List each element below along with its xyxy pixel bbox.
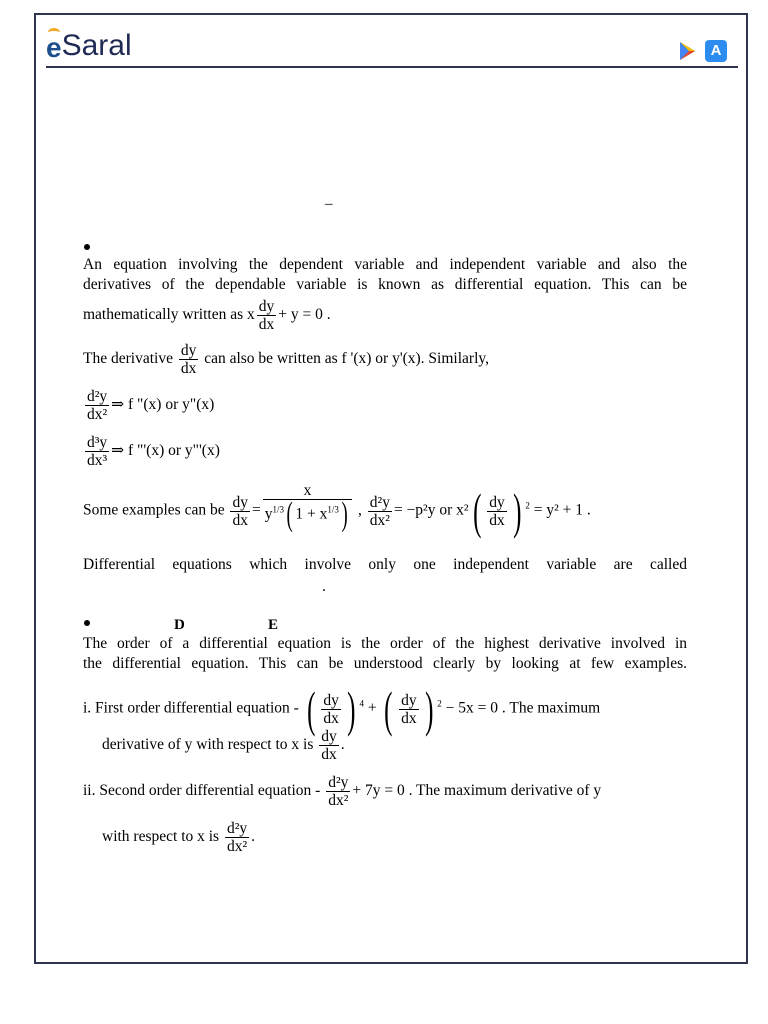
num: d³y bbox=[87, 434, 108, 451]
num: d²y bbox=[369, 493, 390, 511]
second-rhs: ⇒ f "(x) or y"(x) bbox=[111, 396, 215, 414]
exp: 2 bbox=[525, 500, 530, 511]
logo-e: e bbox=[46, 32, 62, 63]
num: dy bbox=[258, 298, 275, 315]
paren-right: ) bbox=[424, 681, 434, 737]
play-store-icon[interactable] bbox=[676, 40, 698, 62]
num: dy bbox=[401, 691, 417, 709]
paren-right: ) bbox=[346, 681, 356, 737]
order-line2: the differential equation. This can be understood clearly by looking at few examples. bbox=[83, 655, 687, 672]
derivative-line bbox=[83, 342, 489, 377]
den: dx bbox=[401, 709, 417, 727]
derivative-prefix: The derivative bbox=[83, 350, 173, 368]
den: dx² bbox=[87, 406, 108, 423]
period: . bbox=[251, 828, 255, 846]
period: . bbox=[322, 578, 326, 595]
num: dy bbox=[489, 493, 505, 511]
exp: 1/3 bbox=[272, 504, 284, 515]
frac-dy-dx bbox=[487, 494, 507, 529]
den: dx bbox=[180, 360, 197, 377]
den: dx² bbox=[226, 838, 248, 855]
paren-left: ( bbox=[384, 681, 393, 737]
paren-left: ( bbox=[286, 496, 293, 533]
frac-d2y-dx2 bbox=[225, 820, 249, 855]
heading-d: D bbox=[174, 617, 185, 633]
heading-e: E bbox=[268, 617, 279, 633]
paren-left: ( bbox=[306, 681, 316, 737]
num: dy bbox=[180, 342, 197, 359]
logo-text: Saral bbox=[61, 29, 132, 62]
item1-tail: − 5x = 0 . The maximum bbox=[445, 699, 601, 717]
num: dy bbox=[321, 728, 337, 745]
den: dx bbox=[232, 511, 248, 529]
num: d²y bbox=[87, 388, 108, 405]
frac-dy-dx bbox=[319, 728, 339, 763]
examples-line bbox=[83, 482, 591, 540]
period: . bbox=[340, 736, 345, 754]
item2-prefix: ii. Second order differential equation - bbox=[83, 782, 321, 800]
diff-eq-line: Differential equations which involve only one independent variable are called bbox=[83, 556, 687, 573]
frac-dy-dx bbox=[179, 342, 199, 377]
bullet-1 bbox=[84, 244, 90, 250]
item2-line2 bbox=[102, 820, 255, 855]
para1-line3 bbox=[83, 298, 331, 333]
bullet-2 bbox=[84, 620, 90, 626]
den-1px: 1 + x bbox=[295, 505, 328, 523]
header-divider bbox=[46, 66, 738, 68]
order-line1: The order of a differential equation is the order of the highest derivative involved in bbox=[83, 635, 687, 652]
examples-prefix: Some examples can be bbox=[83, 501, 225, 519]
paren-left: ( bbox=[472, 483, 482, 539]
plus: + bbox=[367, 699, 377, 717]
frac-d2y-dx2 bbox=[368, 494, 392, 529]
frac-dy-dx bbox=[321, 692, 341, 727]
den: dx³ bbox=[87, 452, 108, 469]
item1-line2 bbox=[102, 728, 345, 763]
den: dx bbox=[489, 511, 505, 529]
eq-x: x bbox=[246, 306, 255, 324]
num: d²y bbox=[226, 820, 248, 837]
eq2-rhs: = −p²y or x² bbox=[393, 501, 469, 519]
item1-prefix: i. First order differential equation - bbox=[83, 699, 299, 717]
frac-d2y-dx2 bbox=[326, 774, 350, 809]
para1-line1: An equation involving the dependent variable and independent variable and also the bbox=[83, 256, 687, 273]
item2-line1 bbox=[83, 774, 601, 809]
header bbox=[46, 28, 738, 68]
num: x bbox=[263, 482, 352, 500]
esaral-logo[interactable] bbox=[46, 28, 132, 64]
num: dy bbox=[323, 691, 339, 709]
num: dy bbox=[232, 493, 248, 511]
frac-x-over-y bbox=[263, 482, 352, 533]
frac-dy-dx bbox=[399, 692, 419, 727]
third-rhs: ⇒ f "'(x) or y"'(x) bbox=[111, 442, 220, 460]
equals: = bbox=[251, 501, 261, 519]
den: dx bbox=[258, 316, 275, 333]
exp: 4 bbox=[359, 698, 364, 709]
frac-d2y-dx2 bbox=[85, 388, 109, 423]
frac-d3y-dx3 bbox=[85, 434, 109, 469]
eq3-rhs: = y² + 1 . bbox=[533, 501, 591, 519]
paren-right: ) bbox=[512, 483, 522, 539]
derivative-suffix: can also be written as f '(x) or y'(x). Similarly, bbox=[204, 350, 489, 368]
frac-dy-dx bbox=[230, 494, 250, 529]
den: dx² bbox=[328, 792, 349, 809]
den: dx bbox=[323, 709, 339, 727]
comma: , bbox=[358, 501, 362, 519]
frac-dy-dx bbox=[257, 298, 277, 333]
item2-tail: + 7y = 0 . The maximum derivative of y bbox=[352, 782, 602, 800]
exp: 1/3 bbox=[327, 504, 339, 515]
item2-line2-text: with respect to x is bbox=[102, 828, 220, 846]
para1-line3-text: mathematically written as bbox=[83, 306, 244, 324]
item1-line2-text: derivative of y with respect to x is bbox=[102, 736, 314, 754]
den bbox=[263, 496, 352, 533]
den: dx² bbox=[369, 511, 390, 529]
second-derivative-line bbox=[83, 388, 214, 423]
den: dx bbox=[321, 746, 337, 763]
exp: 2 bbox=[437, 698, 442, 709]
dash-mark: – bbox=[325, 196, 333, 212]
den-y: y bbox=[264, 505, 273, 523]
app-store-icon[interactable]: A bbox=[705, 40, 727, 62]
para1-line2: derivatives of the dependable variable is known as differential equation. This can be bbox=[83, 276, 687, 293]
third-derivative-line bbox=[83, 434, 220, 469]
eq-tail: + y = 0 . bbox=[278, 306, 331, 324]
paren-right: ) bbox=[341, 496, 348, 533]
num: d²y bbox=[328, 774, 349, 791]
